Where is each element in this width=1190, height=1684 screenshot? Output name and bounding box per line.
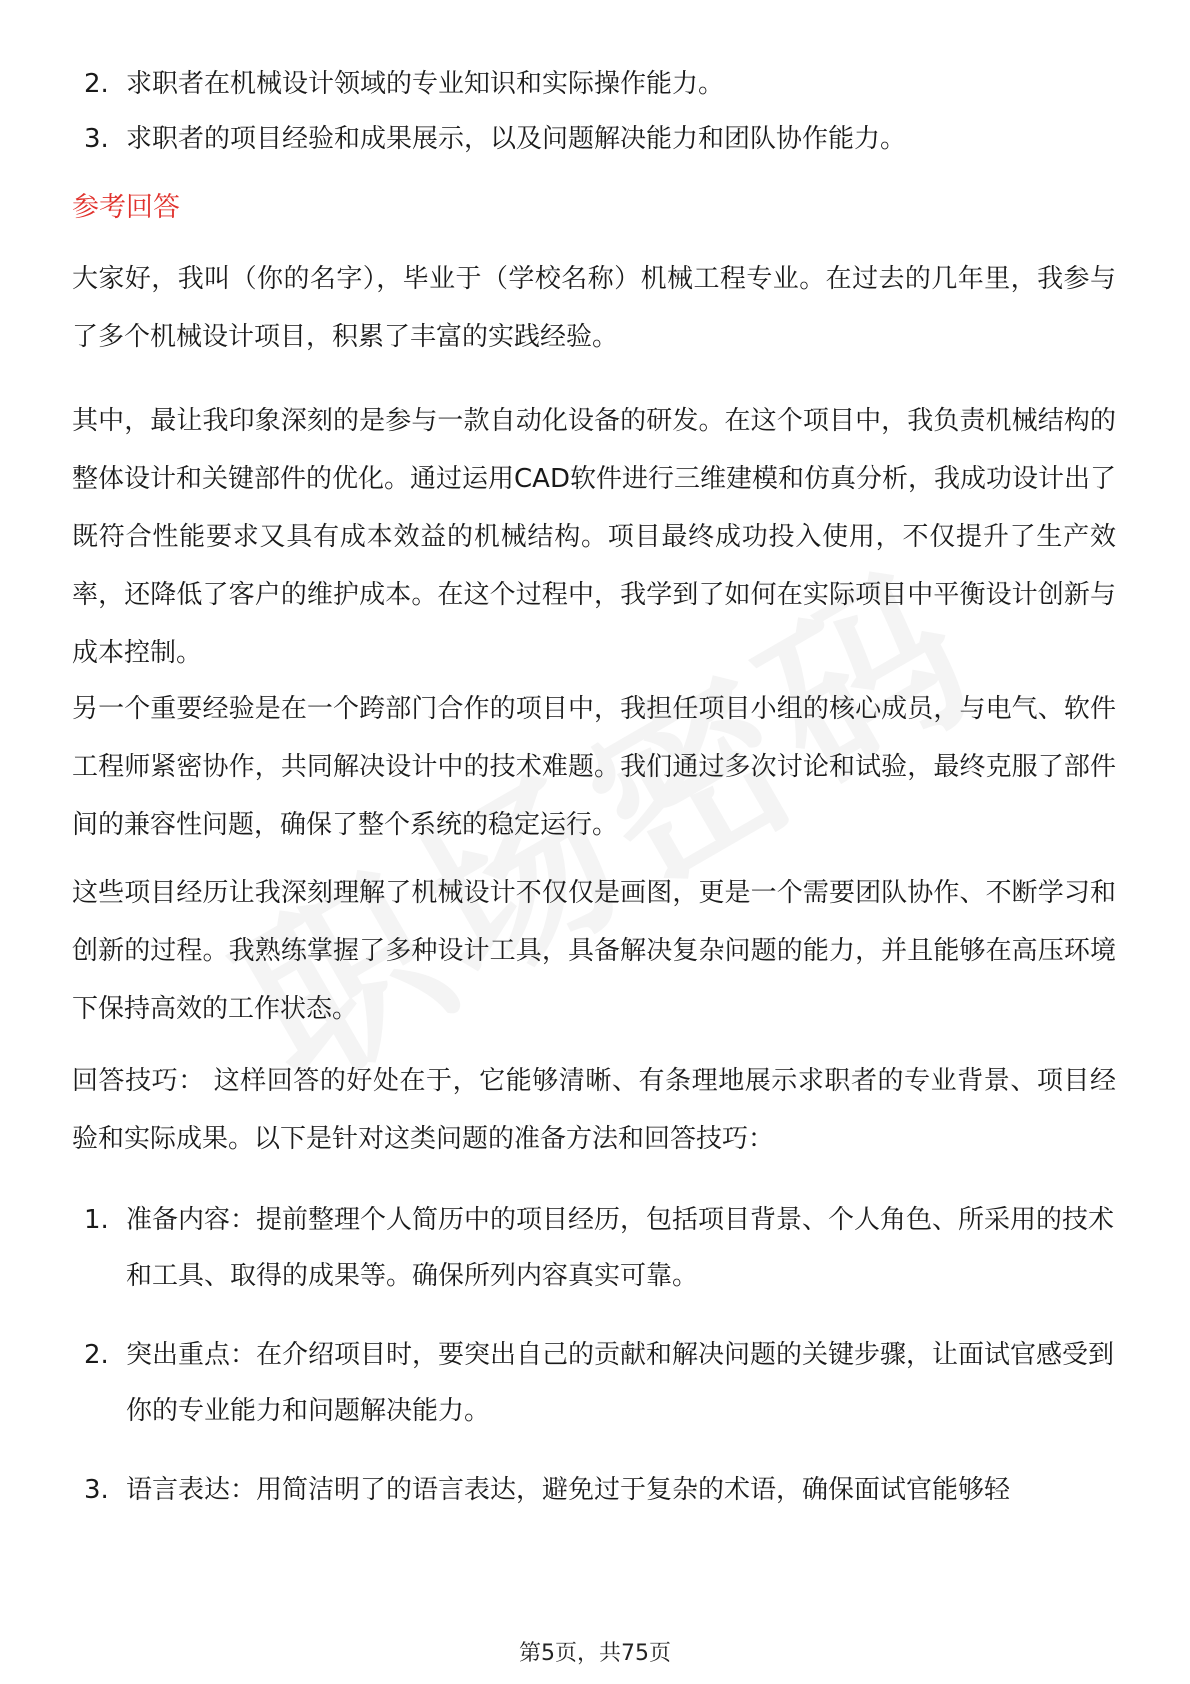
paragraph: 这些项目经历让我深刻理解了机械设计不仅仅是画图，更是一个需要团队协作、不断学习和创新的过程。我熟练掌握了多种设计工具，具备解决复杂问题的能力，并且能够在高压环境下保持高效的工作状态。 (72, 878, 1116, 1024)
list-number: 3. (84, 1475, 109, 1505)
list-text: 准备内容：提前整理个人简历中的项目经历，包括项目背景、个人角色、所采用的技术和工具、取得的成果等。确保所列内容真实可靠。 (126, 1205, 1115, 1291)
paragraph: 大家好，我叫（你的名字），毕业于（学校名称）机械工程专业。在过去的几年里，我参与了多个机械设计项目，积累了丰富的实践经验。 (72, 264, 1116, 352)
list-number: 2. (84, 1340, 109, 1370)
list-item (84, 1192, 1124, 1291)
list-item (84, 56, 1124, 112)
section-heading: 参考回答 (72, 192, 180, 223)
list-number: 2. (84, 69, 109, 99)
list-item (84, 1327, 1124, 1426)
paragraph: 其中，最让我印象深刻的是参与一款自动化设备的研发。在这个项目中，我负责机械结构的整体设计和关键部件的优化。通过运用CAD软件进行三维建模和仿真分析，我成功设计出了既符合性能要求又具有成本效益的机械结构。项目最终成功投入使用，不仅提升了生产效率，还降低了客户的维护成本。在这个过程中，我学到了如何在实际项目中平衡设计创新与成本控制。 (72, 406, 1116, 668)
paragraph: 另一个重要经验是在一个跨部门合作的项目中，我担任项目小组的核心成员，与电气、软件工程师紧密协作，共同解决设计中的技术难题。我们通过多次讨论和试验，最终克服了部件间的兼容性问题，确保了整个系统的稳定运行。 (72, 694, 1116, 840)
page-footer: 第5页，共75页 (519, 1641, 671, 1666)
list-text: 求职者在机械设计领域的专业知识和实际操作能力。 (126, 69, 725, 99)
paragraph: 回答技巧： 这样回答的好处在于，它能够清晰、有条理地展示求职者的专业背景、项目经验和实际成果。以下是针对这类问题的准备方法和回答技巧： (72, 1066, 1116, 1154)
list-text: 求职者的项目经验和成果展示，以及问题解决能力和团队协作能力。 (126, 124, 907, 154)
list-number: 1. (84, 1205, 109, 1235)
list-text: 突出重点：在介绍项目时，要突出自己的贡献和解决问题的关键步骤，让面试官感受到你的专业能力和问题解决能力。 (126, 1340, 1115, 1426)
list-number: 3. (84, 124, 109, 154)
list-item (84, 1462, 1124, 1518)
list-text: 语言表达：用简洁明了的语言表达，避免过于复杂的术语，确保面试官能够轻 (126, 1475, 1011, 1505)
list-item (84, 111, 1124, 167)
